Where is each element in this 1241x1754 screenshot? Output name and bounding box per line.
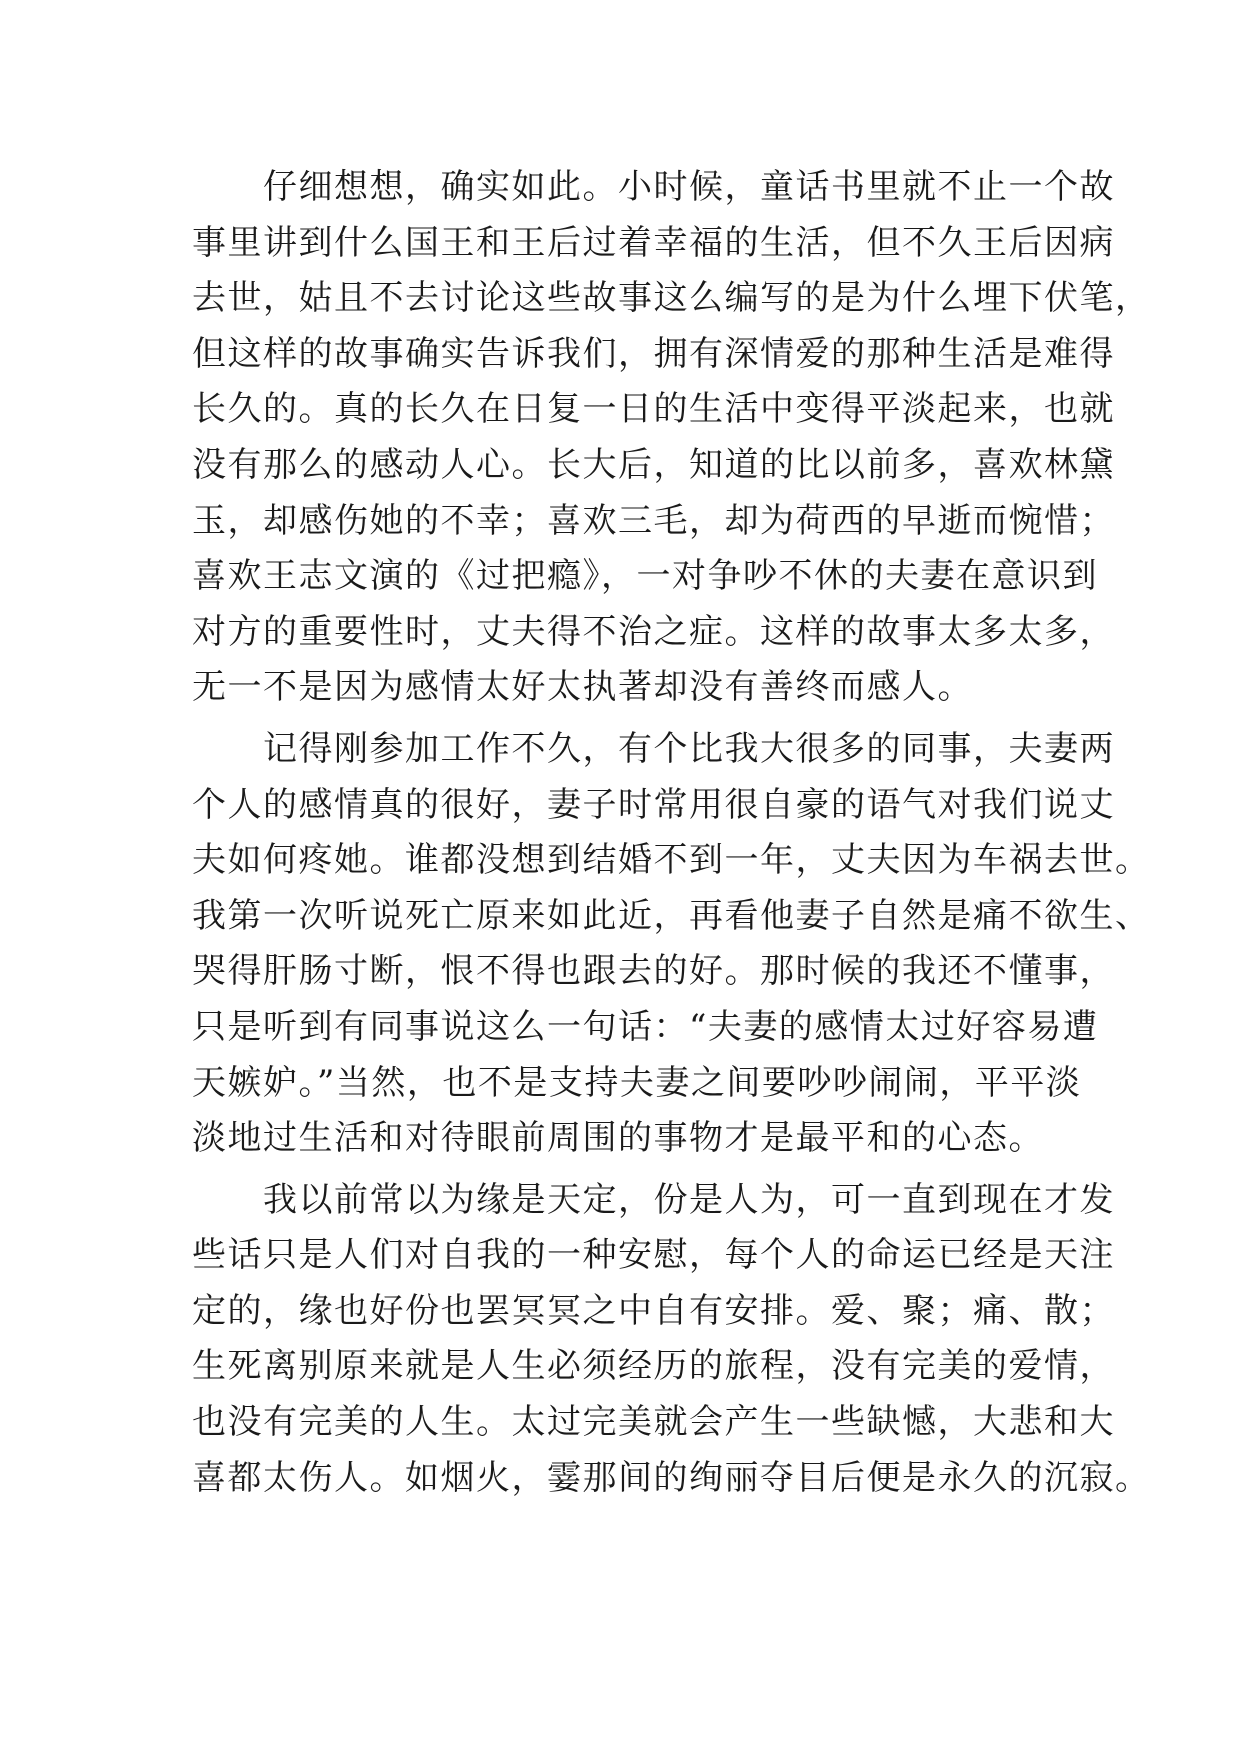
- text-line: 也没有完美的人生。太过完美就会产生一些缺憾，大悲和大: [192, 1402, 1115, 1443]
- text-line: 没有那么的感动人心。长大后，知道的比以前多，喜欢林黛: [192, 444, 1115, 485]
- text-line: 生死离别原来就是人生必须经历的旅程，没有完美的爱情，: [192, 1346, 1115, 1387]
- text-line: 只是听到有同事说这么一句话：“夫妻的感情太过好容易遭: [192, 1006, 1099, 1047]
- text-line: 淡地过生活和对待眼前周围的事物才是最平和的心态。: [192, 1118, 1044, 1159]
- text-line: 但这样的故事确实告诉我们，拥有深情爱的那种生活是难得: [192, 333, 1115, 374]
- text-line: 定的，缘也好份也罢冥冥之中自有安排。爱、聚；痛、散；: [192, 1290, 1115, 1331]
- text-line: 些话只是人们对自我的一种安慰，每个人的命运已经是天注: [192, 1235, 1115, 1276]
- text-line: 对方的重要性时，丈夫得不治之症。这样的故事太多太多，: [192, 611, 1115, 652]
- text-line: 我以前常以为缘是天定，份是人为，可一直到现在才发: [192, 1179, 1115, 1220]
- paragraph: [192, 722, 1151, 1167]
- text-line: 玉，却感伤她的不幸；喜欢三毛，却为荷西的早逝而惋惜；: [192, 500, 1115, 541]
- text-line: 哭得肝肠寸断，恨不得也跟去的好。那时候的我还不懂事，: [192, 951, 1115, 992]
- text-line: 我第一次听说死亡原来如此近，再看他妻子自然是痛不欲生、: [192, 895, 1151, 936]
- paragraph: [192, 160, 1151, 716]
- text-line: 个人的感情真的很好，妻子时常用很自豪的语气对我们说丈: [192, 784, 1115, 825]
- document-body: [192, 160, 1151, 1506]
- text-line: 天嫉妒。”当然，也不是支持夫妻之间要吵吵闹闹，平平淡: [192, 1062, 1082, 1103]
- text-line: 长久的。真的长久在日复一日的生活中变得平淡起来，也就: [192, 389, 1115, 430]
- text-line: 去世，姑且不去讨论这些故事这么编写的是为什么埋下伏笔，: [192, 278, 1151, 319]
- text-line: 记得刚参加工作不久，有个比我大很多的同事，夫妻两: [192, 728, 1115, 769]
- text-line: 仔细想想，确实如此。小时候，童话书里就不止一个故: [192, 167, 1115, 207]
- text-line: 无一不是因为感情太好太执著却没有善终而感人。: [192, 667, 973, 708]
- text-line: 喜都太伤人。如烟火，霎那间的绚丽夺目后便是永久的沉寂。: [192, 1457, 1151, 1498]
- text-line: 喜欢王志文演的《过把瘾》，一对争吵不休的夫妻在意识到: [192, 556, 1098, 597]
- text-line: 夫如何疼她。谁都没想到结婚不到一年，丈夫因为车祸去世。: [192, 840, 1151, 881]
- paragraph: [192, 1173, 1151, 1507]
- text-line: 事里讲到什么国王和王后过着幸福的生活，但不久王后因病: [192, 222, 1115, 263]
